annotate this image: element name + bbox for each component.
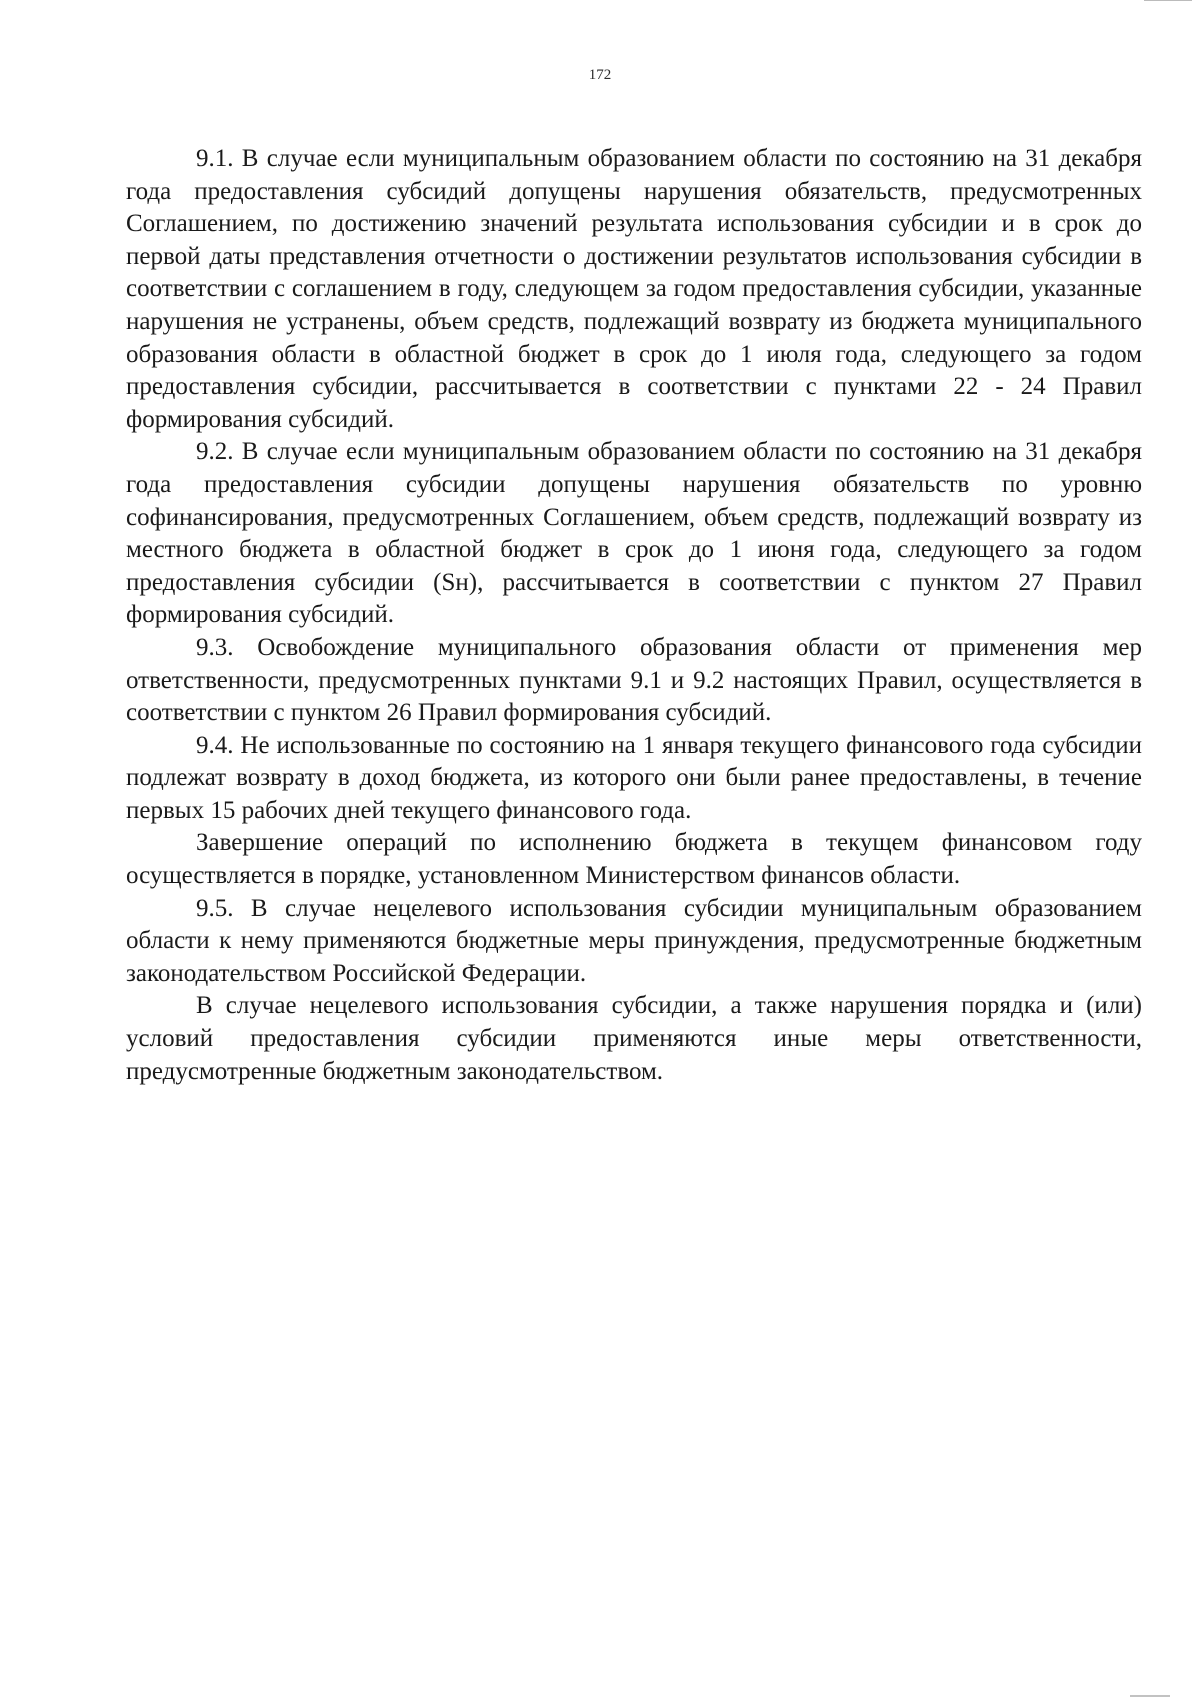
- paragraph-misuse-liability: В случае нецелевого использования субсидии, а также нарушения порядка и (или) условий предоставления субсидии применяются иные меры ответственности, предусмотренные бюджетным законодательством.: [126, 992, 1142, 1085]
- page-number: 172: [588, 67, 612, 83]
- paragraph-budget-completion: Завершение операций по исполнению бюджета в текущем финансовом году осуществляется в порядке, установленном Министерством финансов области.: [126, 829, 1142, 890]
- paragraph-9-4: 9.4. Не использованные по состоянию на 1 января текущего финансового года субсидии подлежат возврату в доход бюджета, из которого они были ранее предоставлены, в течение первых 15 рабочих дней текущего финансового года.: [126, 731, 1142, 824]
- document-body: [126, 143, 1142, 1088]
- paragraph-9-3: 9.3. Освобождение муниципального образования области от применения мер ответственности, предусмотренных пунктами 9.1 и 9.2 настоящих Правил, осуществляется в соответствии с пунктом 26 Правил формирования субсидий.: [126, 633, 1142, 727]
- paragraph-9-5: 9.5. В случае нецелевого использования субсидии муниципальным образованием области к нему применяются бюджетные меры принуждения, предусмотренные бюджетным законодательством Российской Федерации.: [126, 894, 1142, 987]
- scan-artifact-top-right: [1144, 0, 1192, 1]
- paragraph-9-2: 9.2. В случае если муниципальным образованием области по состоянию на 31 декабря года предоставления субсидии допущены нарушения обязательств по уровню софинансирования, предусмотренных Соглашением, объем средств, подлежащий возврату из местного бюджета в областной бюджет в срок до 1 июня года, следующего за годом предоставления субсидии (Sн), рассчитывается в соответствии с пунктом 27 Правил формирования субсидий.: [126, 438, 1142, 629]
- paragraph-9-1: 9.1. В случае если муниципальным образованием области по состоянию на 31 декабря года предоставления субсидий допущены нарушения обязательств, предусмотренных Соглашением, по достижению значений результата использования субсидии и в срок до первой даты представления отчетности о достижении результатов использования субсидии в соответствии с соглашением в году, следующем за годом предоставления субсидии, указанные нарушения не устранены, объем средств, подлежащий возврату из бюджета муниципального образования области в областной бюджет в срок до 1 июля года, следующего за годом предоставления субсидии, рассчитывается в соответствии с пунктами 22 - 24 Правил формирования субсидий.: [126, 145, 1142, 433]
